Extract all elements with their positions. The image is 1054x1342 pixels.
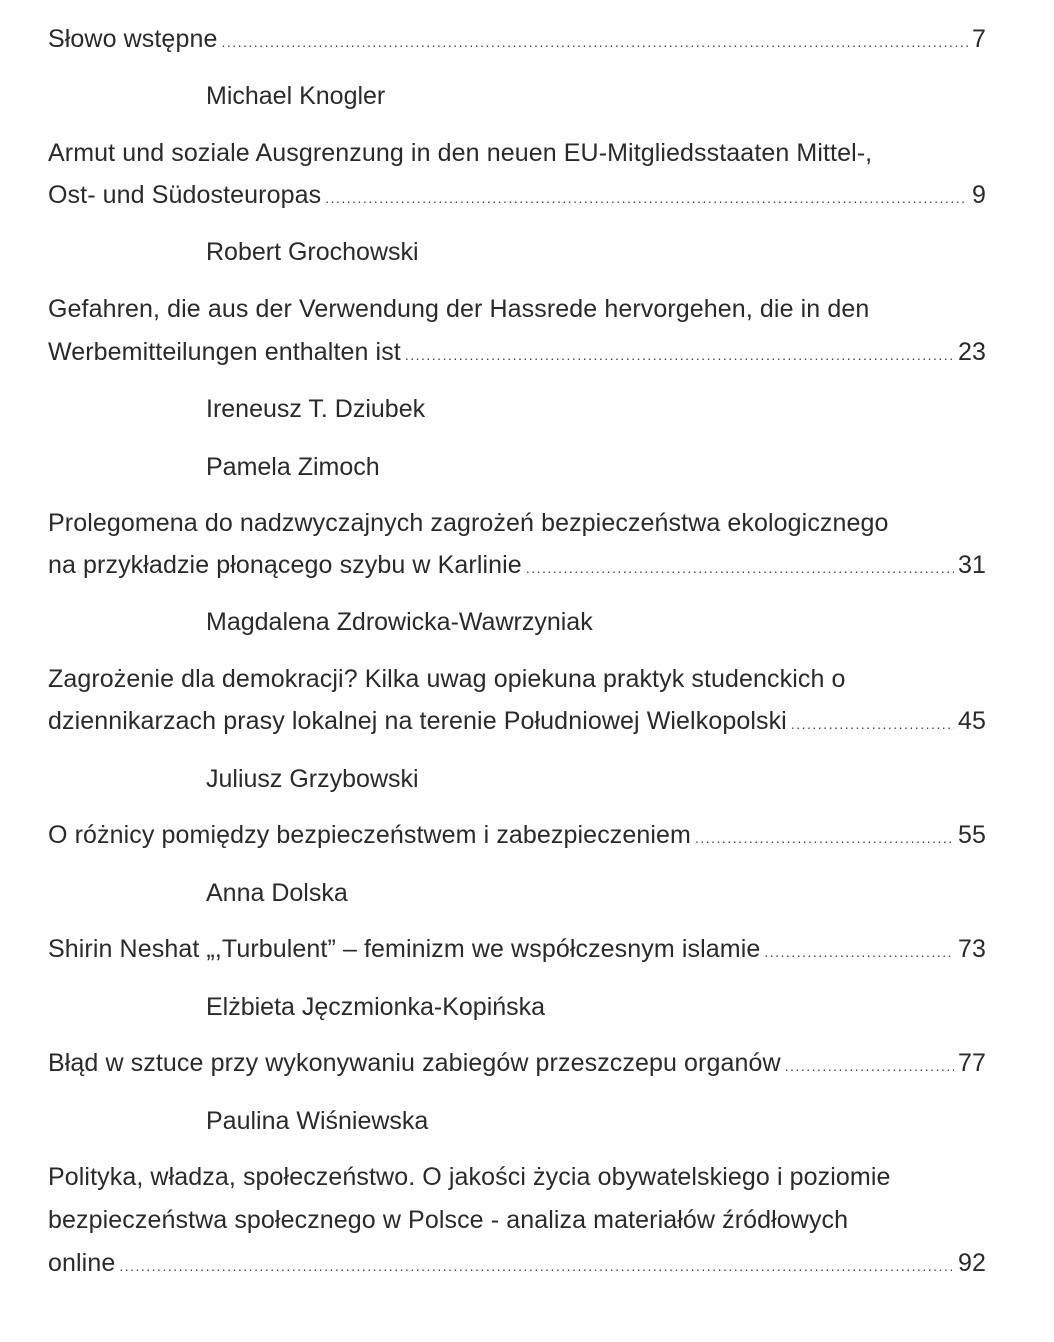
toc-entry-title: Shirin Neshat „,Turbulent” – feminizm we współczesnym islamie xyxy=(48,935,761,963)
dot-leader xyxy=(785,1049,954,1083)
toc-page-number: 31 xyxy=(957,551,986,579)
toc-author: Juliusz Grzybowski xyxy=(206,765,419,793)
toc-entry-title-line: bezpieczeństwa społecznego w Polsce - analiza materiałów źródłowych xyxy=(48,1206,849,1234)
dot-leader xyxy=(764,935,954,969)
toc-entry-title: Błąd w sztuce przy wykonywaniu zabiegów przeszczepu organów xyxy=(48,1049,781,1077)
toc-page-number: 7 xyxy=(971,25,986,53)
dot-leader xyxy=(325,181,968,215)
toc-entry-title-line: Polityka, władza, społeczeństwo. O jakości życia obywatelskiego i poziomie xyxy=(48,1163,891,1191)
dot-leader xyxy=(221,25,968,59)
toc-entry-line[interactable] xyxy=(48,1246,986,1280)
toc-author: Ireneusz T. Dziubek xyxy=(206,395,426,423)
toc-author: Robert Grochowski xyxy=(206,238,419,266)
toc-author: Paulina Wiśniewska xyxy=(206,1107,429,1135)
toc-entry-line[interactable] xyxy=(48,704,986,738)
toc-author: Pamela Zimoch xyxy=(206,453,380,481)
toc-page-number: 73 xyxy=(957,935,986,963)
toc-page-number: 77 xyxy=(957,1049,986,1077)
toc-entry-line[interactable] xyxy=(48,932,986,966)
toc-entry-line[interactable] xyxy=(48,22,986,56)
toc-entry-title: Słowo wstępne xyxy=(48,25,218,53)
dot-leader xyxy=(405,338,954,372)
dot-leader xyxy=(526,551,954,585)
toc-page-number: 23 xyxy=(957,338,986,366)
toc-entry-line[interactable] xyxy=(48,818,986,852)
toc-author: Elżbieta Jęczmionka-Kopińska xyxy=(206,993,546,1021)
toc-entry-line[interactable] xyxy=(48,335,986,369)
toc-author: Michael Knogler xyxy=(206,82,386,110)
toc-entry-title: online xyxy=(48,1249,116,1277)
toc-entry-title: na przykładzie płonącego szybu w Karlinie xyxy=(48,551,522,579)
toc-page-number: 9 xyxy=(971,181,986,209)
toc-entry-line[interactable] xyxy=(48,178,986,212)
toc-entry-line[interactable] xyxy=(48,548,986,582)
toc-entry-title: dziennikarzach prasy lokalnej na terenie Południowej Wielkopolski xyxy=(48,707,787,735)
toc-entry-title: O różnicy pomiędzy bezpieczeństwem i zabezpieczeniem xyxy=(48,821,691,849)
toc-page-number: 92 xyxy=(957,1249,986,1277)
toc-page-number: 45 xyxy=(957,707,986,735)
dot-leader xyxy=(119,1249,954,1283)
toc-entry-title: Werbemitteilungen enthalten ist xyxy=(48,338,401,366)
toc-entry-title-line: Prolegomena do nadzwyczajnych zagrożeń bezpieczeństwa ekologicznego xyxy=(48,509,889,537)
toc-page-number: 55 xyxy=(957,821,986,849)
toc-entry-title: Ost- und Südosteuropas xyxy=(48,181,322,209)
toc-entry-title-line: Zagrożenie dla demokracji? Kilka uwag opiekuna praktyk studenckich o xyxy=(48,665,846,693)
toc-entry-title-line: Armut und soziale Ausgrenzung in den neuen EU-Mitgliedsstaaten Mittel-, xyxy=(48,139,873,167)
toc-entry-line[interactable] xyxy=(48,1046,986,1080)
toc-author: Anna Dolska xyxy=(206,879,348,907)
dot-leader xyxy=(695,821,954,855)
dot-leader xyxy=(791,707,954,741)
toc-entry-title-line: Gefahren, die aus der Verwendung der Hassrede hervorgehen, die in den xyxy=(48,295,870,323)
toc-author: Magdalena Zdrowicka-Wawrzyniak xyxy=(206,608,593,636)
